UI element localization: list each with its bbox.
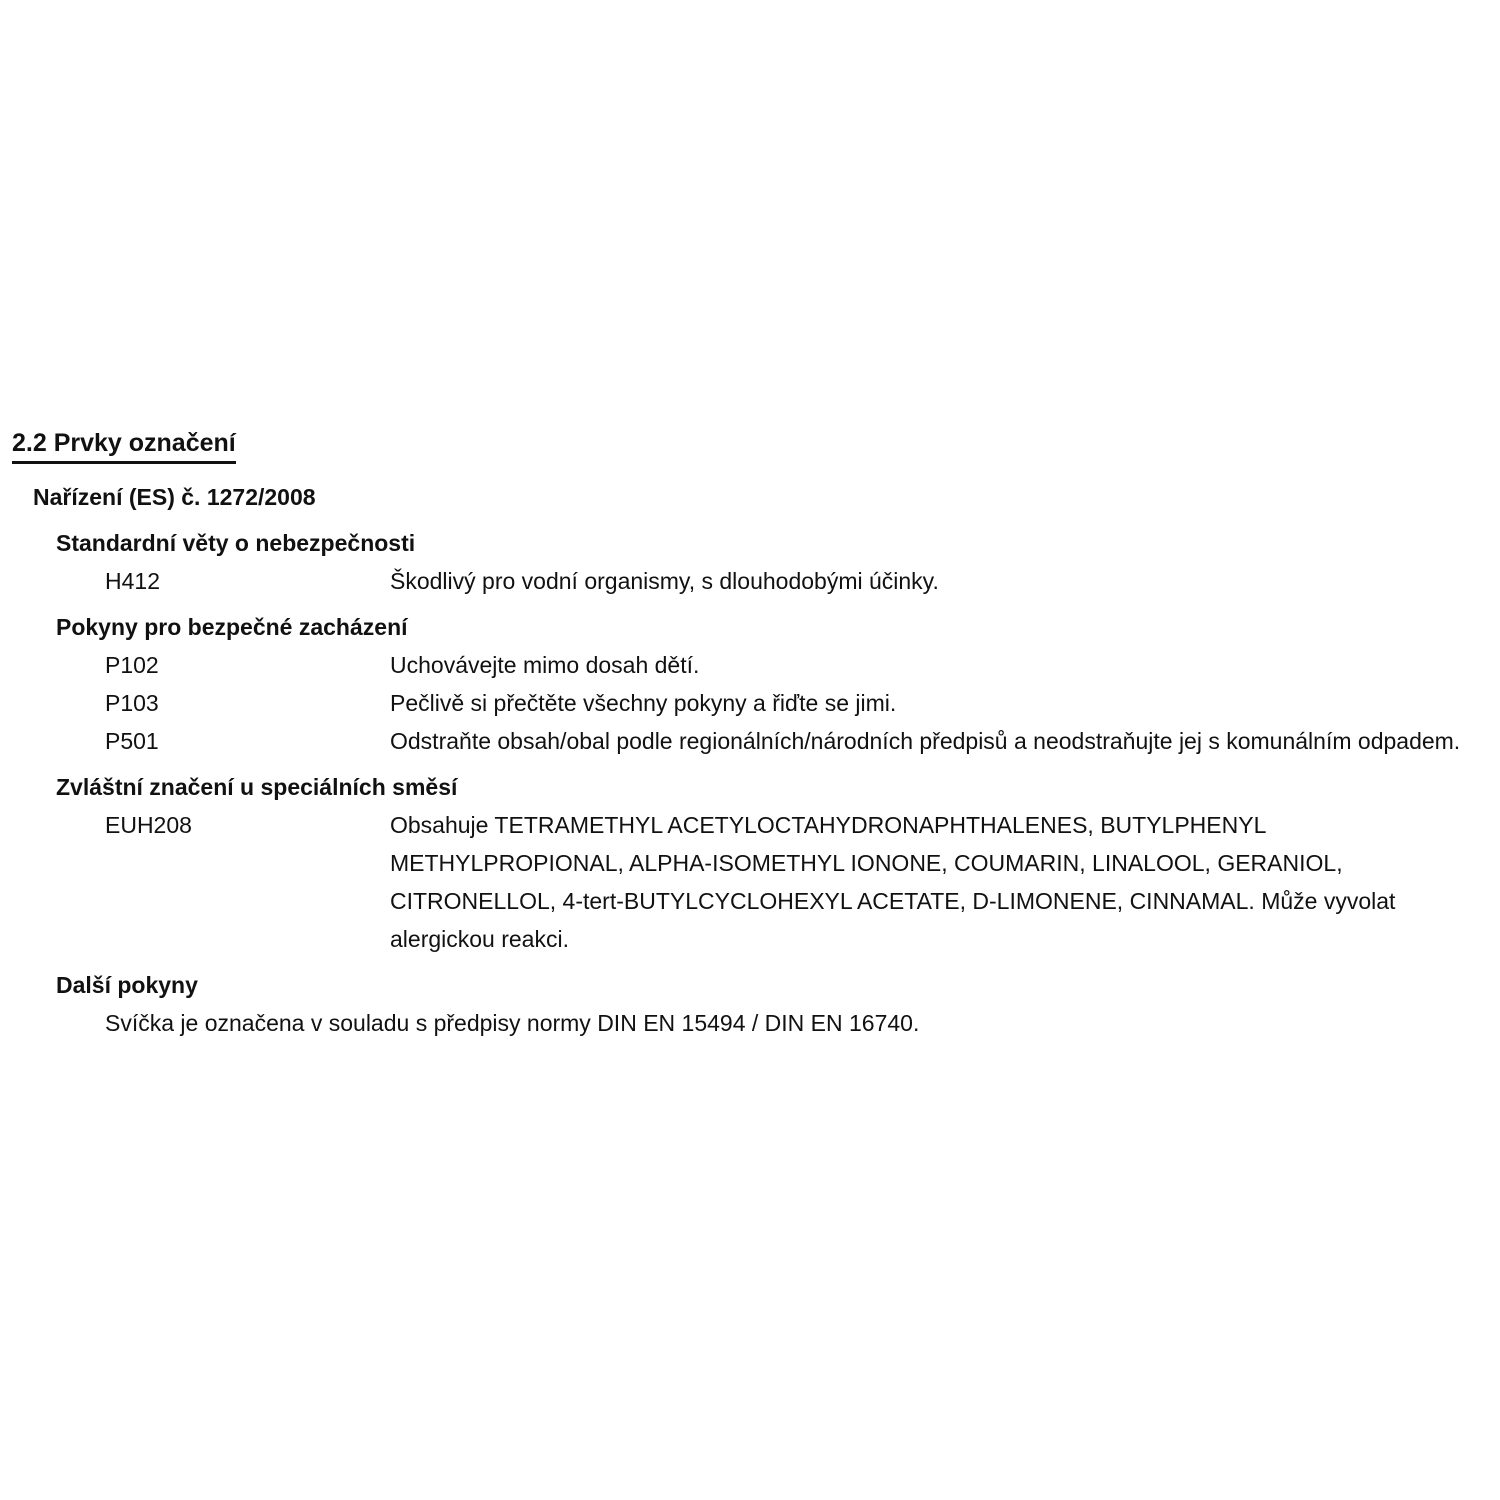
statement-text: Obsahuje TETRAMETHYL ACETYLOCTAHYDRONAPHTHALENES, BUTYLPHENYL METHYLPROPIONAL, ALPHA-ISOMETHYL IONONE, COUMARIN, LINALOOL, GERANIOL, CITRONELLOL, 4-tert-BUTYLCYCLOHEXYL ACETATE, D-LIMONENE, CINNAMAL. Může vyvolat alergickou reakci.	[390, 812, 1396, 952]
special-labelling-heading: Zvláštní značení u speciálních směsí	[56, 774, 458, 800]
statement-code: P501	[105, 728, 159, 754]
statement-code: EUH208	[105, 812, 192, 838]
hazard-statements-heading: Standardní věty o nebezpečnosti	[56, 530, 416, 556]
statement-code: P102	[105, 652, 159, 678]
regulation-heading: Nařízení (ES) č. 1272/2008	[33, 484, 316, 510]
statement-text: Uchovávejte mimo dosah dětí.	[390, 652, 700, 678]
statement-text: Škodlivý pro vodní organismy, s dlouhodobými účinky.	[390, 568, 939, 594]
precautionary-statements-block	[12, 608, 1480, 760]
statement-row	[105, 646, 1480, 684]
statement-row	[105, 684, 1480, 722]
statement-row	[105, 562, 1480, 600]
further-instructions-text: Svíčka je označena v souladu s předpisy normy DIN EN 15494 / DIN EN 16740.	[105, 1010, 920, 1036]
statement-code: H412	[105, 568, 160, 594]
precautionary-statements-heading: Pokyny pro bezpečné zacházení	[56, 614, 408, 640]
statement-text: Odstraňte obsah/obal podle regionálních/národních předpisů a neodstraňujte jej s komunálním odpadem.	[390, 728, 1461, 754]
statement-text: Pečlivě si přečtěte všechny pokyny a řiďte se jimi.	[390, 690, 897, 716]
special-labelling-block	[12, 768, 1480, 958]
section-2-2-content	[12, 428, 1480, 1042]
statement-row	[105, 722, 1480, 760]
section-title: 2.2 Prvky označení	[12, 428, 236, 464]
statement-code: P103	[105, 690, 159, 716]
hazard-statements-block	[12, 524, 1480, 600]
statement-row	[105, 806, 1480, 958]
further-instructions-heading: Další pokyny	[56, 972, 198, 998]
further-instructions-block	[12, 966, 1480, 1042]
